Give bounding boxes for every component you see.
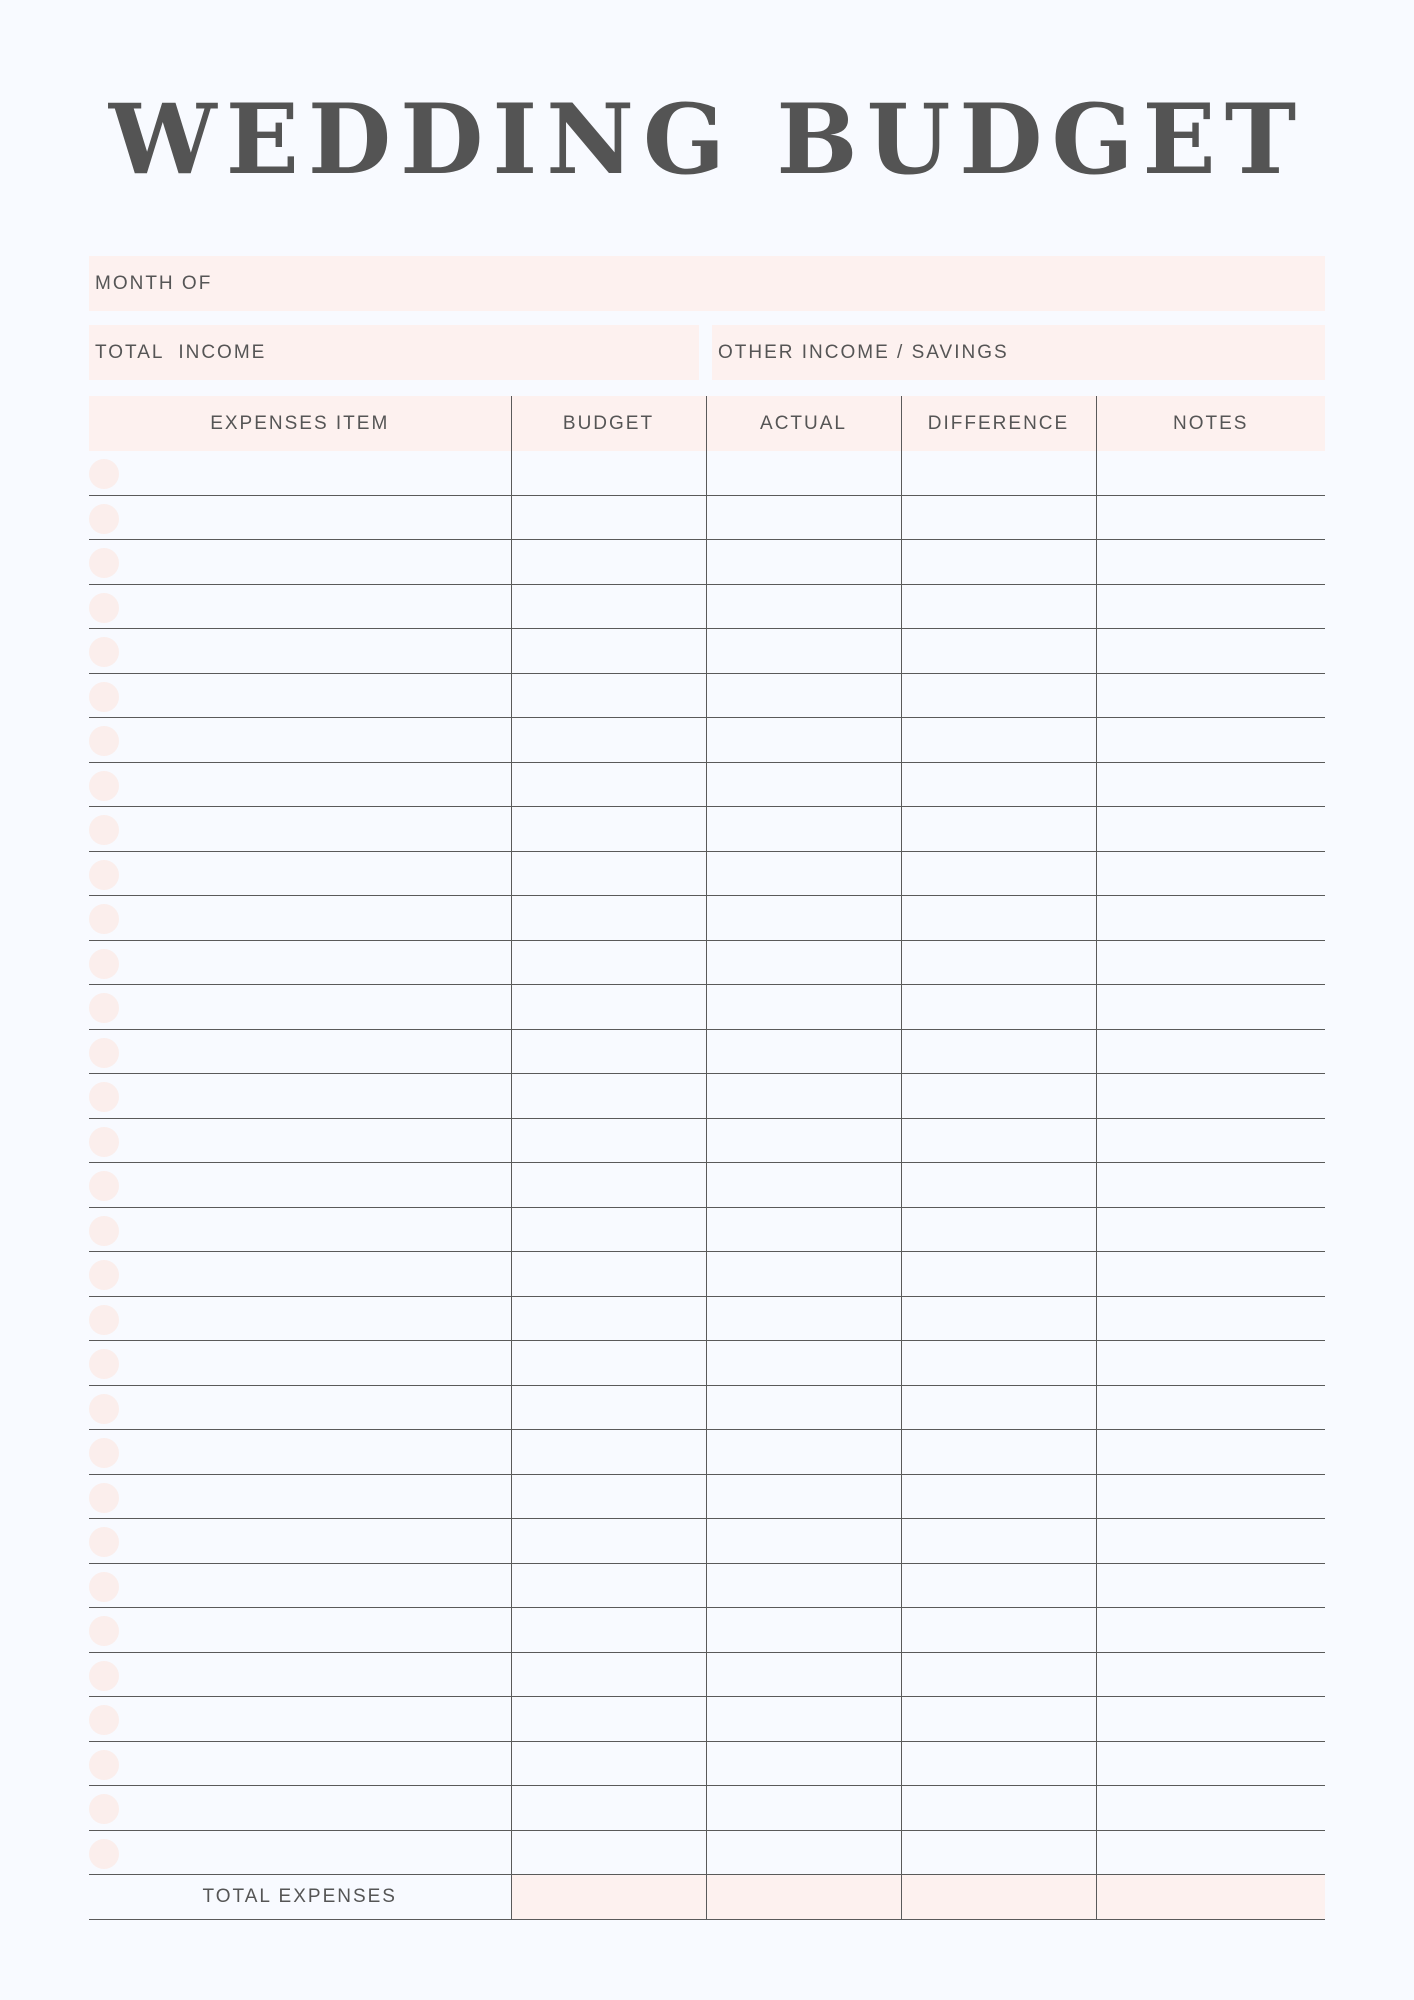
actual-cell[interactable] bbox=[706, 1519, 901, 1564]
table-row bbox=[89, 584, 1325, 629]
expense-item-cell[interactable] bbox=[89, 1430, 511, 1475]
row-bullet-circle bbox=[89, 1127, 119, 1157]
expense-item-cell[interactable] bbox=[89, 629, 511, 674]
header-actual: ACTUAL bbox=[706, 396, 901, 451]
actual-cell[interactable] bbox=[706, 673, 901, 718]
expense-item-cell[interactable] bbox=[89, 1652, 511, 1697]
total-income-label: TOTAL INCOME bbox=[95, 341, 267, 363]
expense-item-cell[interactable] bbox=[89, 1697, 511, 1742]
budget-cell[interactable] bbox=[511, 1563, 706, 1608]
difference-cell[interactable] bbox=[901, 896, 1096, 941]
budget-cell[interactable] bbox=[511, 673, 706, 718]
budget-cell[interactable] bbox=[511, 1118, 706, 1163]
actual-cell[interactable] bbox=[706, 629, 901, 674]
row-bullet-circle bbox=[89, 1438, 119, 1468]
budget-cell[interactable] bbox=[511, 896, 706, 941]
table-row bbox=[89, 495, 1325, 540]
expense-item-cell[interactable] bbox=[89, 1519, 511, 1564]
row-bullet-circle bbox=[89, 1527, 119, 1557]
actual-cell[interactable] bbox=[706, 1252, 901, 1297]
budget-cell[interactable] bbox=[511, 1741, 706, 1786]
header-difference: DIFFERENCE bbox=[901, 396, 1096, 451]
row-bullet-circle bbox=[89, 771, 119, 801]
actual-cell[interactable] bbox=[706, 851, 901, 896]
notes-cell[interactable] bbox=[1096, 940, 1325, 985]
budget-cell[interactable] bbox=[511, 1163, 706, 1208]
difference-cell[interactable] bbox=[901, 1652, 1096, 1697]
notes-cell[interactable] bbox=[1096, 1608, 1325, 1653]
difference-cell[interactable] bbox=[901, 1519, 1096, 1564]
expense-item-cell[interactable] bbox=[89, 1029, 511, 1074]
row-bullet-circle bbox=[89, 637, 119, 667]
table-row bbox=[89, 1830, 1325, 1875]
budget-cell[interactable] bbox=[511, 1207, 706, 1252]
row-bullet-circle bbox=[89, 1082, 119, 1112]
budget-cell[interactable] bbox=[511, 1029, 706, 1074]
actual-cell[interactable] bbox=[706, 1385, 901, 1430]
row-bullet-circle bbox=[89, 993, 119, 1023]
expense-item-cell[interactable] bbox=[89, 1252, 511, 1297]
row-bullet-circle bbox=[89, 1750, 119, 1780]
actual-cell[interactable] bbox=[706, 1430, 901, 1475]
notes-cell[interactable] bbox=[1096, 1252, 1325, 1297]
month-of-field[interactable] bbox=[89, 256, 1325, 311]
notes-cell[interactable] bbox=[1096, 629, 1325, 674]
row-bullet-circle bbox=[89, 1572, 119, 1602]
actual-cell[interactable] bbox=[706, 1652, 901, 1697]
difference-cell[interactable] bbox=[901, 1385, 1096, 1430]
expense-item-cell[interactable] bbox=[89, 1830, 511, 1875]
table-row bbox=[89, 807, 1325, 852]
budget-cell[interactable] bbox=[511, 718, 706, 763]
actual-cell[interactable] bbox=[706, 1697, 901, 1742]
expense-item-cell[interactable] bbox=[89, 1118, 511, 1163]
notes-cell[interactable] bbox=[1096, 851, 1325, 896]
expense-item-cell[interactable] bbox=[89, 807, 511, 852]
row-bullet-circle bbox=[89, 682, 119, 712]
total-notes-cell[interactable] bbox=[1096, 1875, 1325, 1920]
expense-item-cell[interactable] bbox=[89, 451, 511, 495]
budget-cell[interactable] bbox=[511, 1697, 706, 1742]
notes-cell[interactable] bbox=[1096, 495, 1325, 540]
notes-cell[interactable] bbox=[1096, 985, 1325, 1030]
actual-cell[interactable] bbox=[706, 1029, 901, 1074]
expense-item-cell[interactable] bbox=[89, 1385, 511, 1430]
expense-item-cell[interactable] bbox=[89, 1741, 511, 1786]
budget-cell[interactable] bbox=[511, 940, 706, 985]
difference-cell[interactable] bbox=[901, 1296, 1096, 1341]
total-expenses-label: TOTAL EXPENSES bbox=[89, 1875, 511, 1920]
difference-cell[interactable] bbox=[901, 1474, 1096, 1519]
row-bullet-circle bbox=[89, 860, 119, 890]
actual-cell[interactable] bbox=[706, 1474, 901, 1519]
actual-cell[interactable] bbox=[706, 985, 901, 1030]
budget-cell[interactable] bbox=[511, 495, 706, 540]
total-actual-cell[interactable] bbox=[706, 1875, 901, 1920]
table-row bbox=[89, 1252, 1325, 1297]
difference-cell[interactable] bbox=[901, 629, 1096, 674]
actual-cell[interactable] bbox=[706, 584, 901, 629]
notes-cell[interactable] bbox=[1096, 762, 1325, 807]
total-budget-cell[interactable] bbox=[511, 1875, 706, 1920]
budget-cell[interactable] bbox=[511, 1385, 706, 1430]
difference-cell[interactable] bbox=[901, 1163, 1096, 1208]
table-row bbox=[89, 1608, 1325, 1653]
budget-cell[interactable] bbox=[511, 1474, 706, 1519]
header-notes: NOTES bbox=[1096, 396, 1325, 451]
notes-cell[interactable] bbox=[1096, 1697, 1325, 1742]
expense-item-cell[interactable] bbox=[89, 495, 511, 540]
actual-cell[interactable] bbox=[706, 1741, 901, 1786]
expense-item-cell[interactable] bbox=[89, 673, 511, 718]
actual-cell[interactable] bbox=[706, 718, 901, 763]
notes-cell[interactable] bbox=[1096, 1830, 1325, 1875]
row-bullet-circle bbox=[89, 593, 119, 623]
expense-item-cell[interactable] bbox=[89, 1074, 511, 1119]
difference-cell[interactable] bbox=[901, 540, 1096, 585]
notes-cell[interactable] bbox=[1096, 1074, 1325, 1119]
row-bullet-circle bbox=[89, 1794, 119, 1824]
difference-cell[interactable] bbox=[901, 1029, 1096, 1074]
table-row bbox=[89, 851, 1325, 896]
actual-cell[interactable] bbox=[706, 540, 901, 585]
actual-cell[interactable] bbox=[706, 940, 901, 985]
total-income-field[interactable] bbox=[89, 325, 699, 380]
notes-cell[interactable] bbox=[1096, 1207, 1325, 1252]
table-row bbox=[89, 1385, 1325, 1430]
table-row bbox=[89, 1697, 1325, 1742]
notes-cell[interactable] bbox=[1096, 1786, 1325, 1831]
table-row bbox=[89, 940, 1325, 985]
difference-cell[interactable] bbox=[901, 851, 1096, 896]
budget-cell[interactable] bbox=[511, 851, 706, 896]
budget-cell[interactable] bbox=[511, 762, 706, 807]
budget-cell[interactable] bbox=[511, 1519, 706, 1564]
table-row bbox=[89, 1652, 1325, 1697]
row-bullet-circle bbox=[89, 1483, 119, 1513]
budget-cell[interactable] bbox=[511, 1074, 706, 1119]
difference-cell[interactable] bbox=[901, 718, 1096, 763]
total-expenses-row bbox=[89, 1875, 1325, 1920]
expense-item-cell[interactable] bbox=[89, 1608, 511, 1653]
expense-item-cell[interactable] bbox=[89, 1163, 511, 1208]
row-bullet-circle bbox=[89, 904, 119, 934]
row-bullet-circle bbox=[89, 949, 119, 979]
notes-cell[interactable] bbox=[1096, 1519, 1325, 1564]
expense-item-cell[interactable] bbox=[89, 718, 511, 763]
actual-cell[interactable] bbox=[706, 762, 901, 807]
difference-cell[interactable] bbox=[901, 1207, 1096, 1252]
notes-cell[interactable] bbox=[1096, 1163, 1325, 1208]
difference-cell[interactable] bbox=[901, 1697, 1096, 1742]
difference-cell[interactable] bbox=[901, 1430, 1096, 1475]
row-bullet-circle bbox=[89, 1305, 119, 1335]
expense-item-cell[interactable] bbox=[89, 1296, 511, 1341]
difference-cell[interactable] bbox=[901, 1830, 1096, 1875]
notes-cell[interactable] bbox=[1096, 807, 1325, 852]
budget-cell[interactable] bbox=[511, 1430, 706, 1475]
notes-cell[interactable] bbox=[1096, 451, 1325, 495]
notes-cell[interactable] bbox=[1096, 584, 1325, 629]
budget-cell[interactable] bbox=[511, 807, 706, 852]
actual-cell[interactable] bbox=[706, 495, 901, 540]
difference-cell[interactable] bbox=[901, 762, 1096, 807]
actual-cell[interactable] bbox=[706, 1608, 901, 1653]
table-row bbox=[89, 718, 1325, 763]
difference-cell[interactable] bbox=[901, 1786, 1096, 1831]
difference-cell[interactable] bbox=[901, 495, 1096, 540]
difference-cell[interactable] bbox=[901, 451, 1096, 495]
actual-cell[interactable] bbox=[706, 1296, 901, 1341]
table-row bbox=[89, 896, 1325, 941]
notes-cell[interactable] bbox=[1096, 1652, 1325, 1697]
row-bullet-circle bbox=[89, 1216, 119, 1246]
notes-cell[interactable] bbox=[1096, 1118, 1325, 1163]
notes-cell[interactable] bbox=[1096, 540, 1325, 585]
table-row bbox=[89, 1741, 1325, 1786]
table-row bbox=[89, 1519, 1325, 1564]
row-bullet-circle bbox=[89, 459, 119, 489]
difference-cell[interactable] bbox=[901, 1741, 1096, 1786]
expense-item-cell[interactable] bbox=[89, 1207, 511, 1252]
difference-cell[interactable] bbox=[901, 584, 1096, 629]
table-row bbox=[89, 540, 1325, 585]
notes-cell[interactable] bbox=[1096, 1385, 1325, 1430]
difference-cell[interactable] bbox=[901, 1074, 1096, 1119]
actual-cell[interactable] bbox=[706, 451, 901, 495]
other-income-label: OTHER INCOME / SAVINGS bbox=[718, 341, 1009, 363]
header-expenses-item: EXPENSES ITEM bbox=[89, 396, 511, 451]
page-title: WEDDING BUDGET bbox=[108, 83, 1306, 196]
table-row bbox=[89, 1207, 1325, 1252]
budget-cell[interactable] bbox=[511, 540, 706, 585]
row-bullet-circle bbox=[89, 1705, 119, 1735]
budget-cell[interactable] bbox=[511, 1252, 706, 1297]
difference-cell[interactable] bbox=[901, 1252, 1096, 1297]
row-bullet-circle bbox=[89, 1038, 119, 1068]
notes-cell[interactable] bbox=[1096, 896, 1325, 941]
difference-cell[interactable] bbox=[901, 940, 1096, 985]
actual-cell[interactable] bbox=[706, 1786, 901, 1831]
table-row bbox=[89, 1163, 1325, 1208]
header-budget: BUDGET bbox=[511, 396, 706, 451]
row-bullet-circle bbox=[89, 1839, 119, 1869]
row-bullet-circle bbox=[89, 1171, 119, 1201]
notes-cell[interactable] bbox=[1096, 1741, 1325, 1786]
row-bullet-circle bbox=[89, 815, 119, 845]
row-bullet-circle bbox=[89, 1616, 119, 1646]
table-row bbox=[89, 1786, 1325, 1831]
actual-cell[interactable] bbox=[706, 1163, 901, 1208]
notes-cell[interactable] bbox=[1096, 1341, 1325, 1386]
budget-cell[interactable] bbox=[511, 1786, 706, 1831]
actual-cell[interactable] bbox=[706, 1830, 901, 1875]
difference-cell[interactable] bbox=[901, 1608, 1096, 1653]
table-row bbox=[89, 1474, 1325, 1519]
budget-cell[interactable] bbox=[511, 629, 706, 674]
difference-cell[interactable] bbox=[901, 1118, 1096, 1163]
row-bullet-circle bbox=[89, 726, 119, 756]
expense-item-cell[interactable] bbox=[89, 762, 511, 807]
budget-cell[interactable] bbox=[511, 985, 706, 1030]
expense-item-cell[interactable] bbox=[89, 1563, 511, 1608]
budget-cell[interactable] bbox=[511, 1830, 706, 1875]
expense-item-cell[interactable] bbox=[89, 851, 511, 896]
table-row bbox=[89, 985, 1325, 1030]
difference-cell[interactable] bbox=[901, 985, 1096, 1030]
actual-cell[interactable] bbox=[706, 807, 901, 852]
notes-cell[interactable] bbox=[1096, 1430, 1325, 1475]
notes-cell[interactable] bbox=[1096, 673, 1325, 718]
table-row bbox=[89, 1341, 1325, 1386]
table-header-row bbox=[89, 396, 1325, 451]
expense-item-cell[interactable] bbox=[89, 985, 511, 1030]
table-row bbox=[89, 1074, 1325, 1119]
total-difference-cell[interactable] bbox=[901, 1875, 1096, 1920]
row-bullet-circle bbox=[89, 548, 119, 578]
expense-item-cell[interactable] bbox=[89, 1786, 511, 1831]
table-row bbox=[89, 451, 1325, 495]
notes-cell[interactable] bbox=[1096, 1563, 1325, 1608]
row-bullet-circle bbox=[89, 1260, 119, 1290]
notes-cell[interactable] bbox=[1096, 1296, 1325, 1341]
table-row bbox=[89, 762, 1325, 807]
notes-cell[interactable] bbox=[1096, 1474, 1325, 1519]
difference-cell[interactable] bbox=[901, 673, 1096, 718]
table-row bbox=[89, 1118, 1325, 1163]
budget-cell[interactable] bbox=[511, 1608, 706, 1653]
budget-cell[interactable] bbox=[511, 451, 706, 495]
table-row bbox=[89, 1430, 1325, 1475]
budget-cell[interactable] bbox=[511, 1296, 706, 1341]
expense-item-cell[interactable] bbox=[89, 584, 511, 629]
actual-cell[interactable] bbox=[706, 1563, 901, 1608]
table-row bbox=[89, 1563, 1325, 1608]
difference-cell[interactable] bbox=[901, 807, 1096, 852]
table-row bbox=[89, 673, 1325, 718]
row-bullet-circle bbox=[89, 1661, 119, 1691]
expense-item-cell[interactable] bbox=[89, 1341, 511, 1386]
other-income-field[interactable] bbox=[712, 325, 1325, 380]
actual-cell[interactable] bbox=[706, 1341, 901, 1386]
row-bullet-circle bbox=[89, 1349, 119, 1379]
difference-cell[interactable] bbox=[901, 1341, 1096, 1386]
difference-cell[interactable] bbox=[901, 1563, 1096, 1608]
expense-item-cell[interactable] bbox=[89, 540, 511, 585]
notes-cell[interactable] bbox=[1096, 1029, 1325, 1074]
actual-cell[interactable] bbox=[706, 896, 901, 941]
notes-cell[interactable] bbox=[1096, 718, 1325, 763]
row-bullet-circle bbox=[89, 1394, 119, 1424]
table-row bbox=[89, 629, 1325, 674]
budget-cell[interactable] bbox=[511, 1341, 706, 1386]
actual-cell[interactable] bbox=[706, 1118, 901, 1163]
expense-item-cell[interactable] bbox=[89, 940, 511, 985]
row-bullet-circle bbox=[89, 504, 119, 534]
table-row bbox=[89, 1296, 1325, 1341]
budget-cell[interactable] bbox=[511, 584, 706, 629]
month-of-label: MONTH OF bbox=[95, 272, 213, 294]
table-row bbox=[89, 1029, 1325, 1074]
actual-cell[interactable] bbox=[706, 1207, 901, 1252]
budget-cell[interactable] bbox=[511, 1652, 706, 1697]
expenses-table bbox=[89, 396, 1325, 1920]
expense-item-cell[interactable] bbox=[89, 1474, 511, 1519]
expense-item-cell[interactable] bbox=[89, 896, 511, 941]
actual-cell[interactable] bbox=[706, 1074, 901, 1119]
